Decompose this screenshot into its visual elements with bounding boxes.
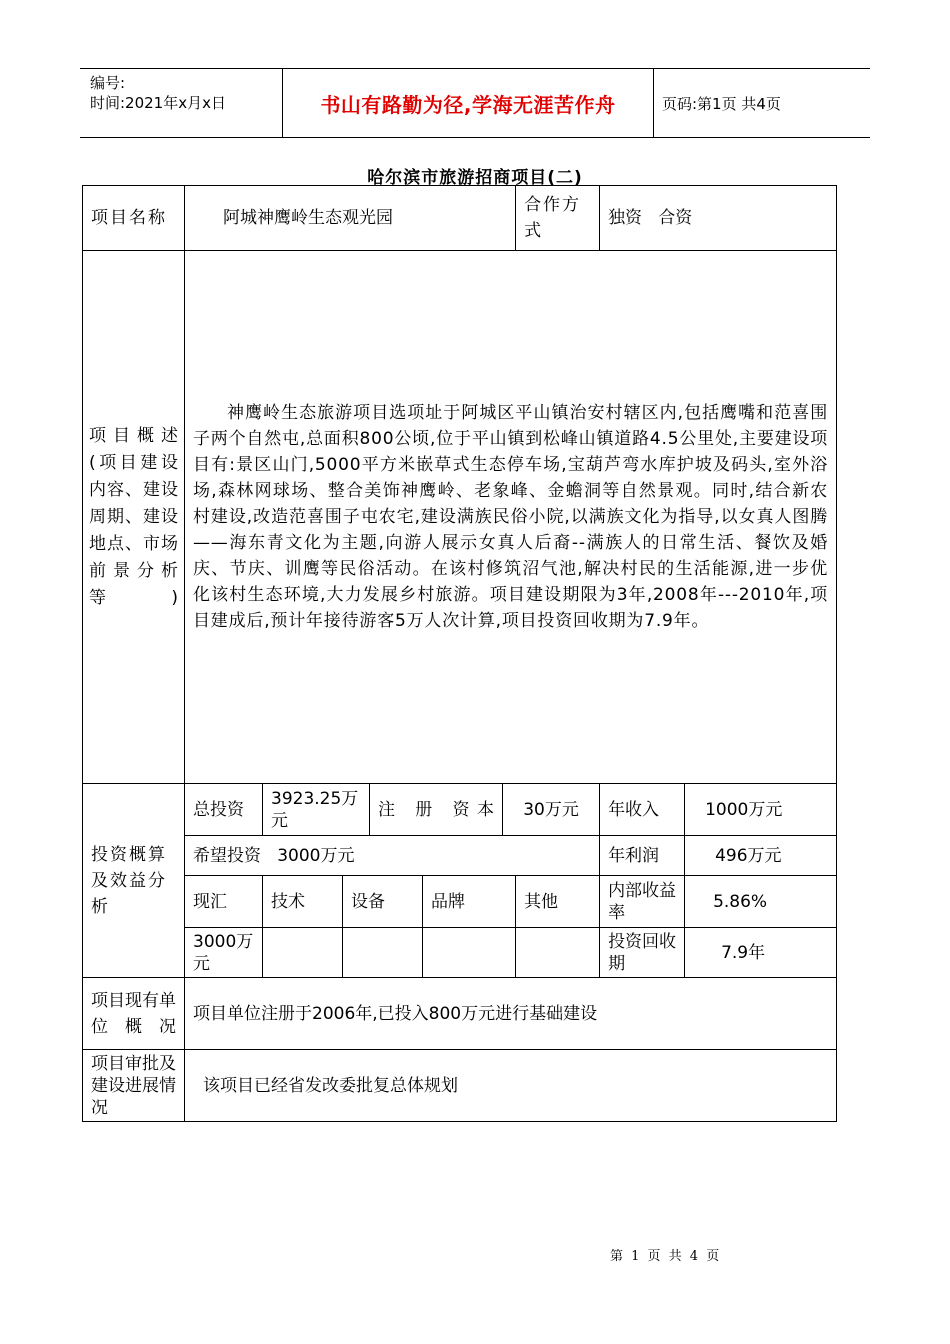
row-overview: [83, 251, 837, 784]
cash-value: 3000万元: [185, 928, 263, 978]
project-table: [82, 185, 837, 1122]
irr-label: 内部收益率: [600, 876, 685, 928]
reg-capital-label: 注 册 资本: [370, 784, 503, 836]
page-header: [80, 68, 870, 138]
reg-capital-value: 30万元: [503, 784, 600, 836]
row-unit: [83, 978, 837, 1050]
row-project-name: [83, 186, 837, 251]
page-footer: 第 1 页 共 4 页: [610, 1249, 722, 1264]
cash-label: 现汇: [185, 876, 263, 928]
header-meta: [90, 73, 226, 113]
doc-time-label: 时间:2021年x月x日: [90, 94, 226, 112]
row-invest-3: [83, 876, 837, 928]
annual-income-value: 1000万元: [685, 784, 837, 836]
coop-label: 合作方式: [516, 186, 600, 251]
document-title: 哈尔滨市旅游招商项目(二): [367, 168, 583, 188]
row-approval: [83, 1050, 837, 1122]
doc-number-label: 编号:: [90, 74, 126, 92]
unit-label: 项目现有单位概况: [83, 978, 185, 1050]
equipment-value-empty: [343, 928, 423, 978]
unit-value: 项目单位注册于2006年,已投入800万元进行基础建设: [185, 978, 837, 1050]
approval-label: 项目审批及建设进展情况: [83, 1050, 185, 1122]
brand-value-empty: [423, 928, 516, 978]
row-invest-2: [83, 836, 837, 876]
investment-label: 投资概算及效益分析: [83, 784, 185, 978]
equipment-label: 设备: [343, 876, 423, 928]
other-label: 其他: [516, 876, 600, 928]
motto-text: 书山有路勤为径,学海无涯苦作舟: [320, 92, 616, 117]
project-name-value: 阿城神鹰岭生态观光园: [185, 186, 516, 251]
approval-value: 该项目已经省发改委批复总体规划: [185, 1050, 837, 1122]
payback-value: 7.9年: [685, 928, 837, 978]
header-page-info: 页码:第1页 共4页: [662, 94, 781, 113]
tech-label: 技术: [263, 876, 343, 928]
hope-invest: 希望投资 3000万元: [185, 836, 600, 876]
annual-income-label: 年收入: [600, 784, 685, 836]
project-name-label: 项目名称: [83, 186, 185, 251]
brand-label: 品牌: [423, 876, 516, 928]
irr-value: 5.86%: [685, 876, 837, 928]
coop-value: 独资 合资: [600, 186, 837, 251]
overview-text: 神鹰岭生态旅游项目选项址于阿城区平山镇治安村辖区内,包括鹰嘴和范喜围子两个自然屯,总面积800公顷,位于平山镇到松峰山镇道路4.5公里处,主要建设项目有:景区山门,5000平方米嵌草式生态停车场,宝葫芦弯水库护坡及码头,室外浴场,森林网球场、整合美饰神鹰岭、老象峰、金蟾洞等自然景观。同时,结合新农村建设,改造范喜围子屯农宅,建设满族民俗小院,以满族文化为指导,以女真人图腾——海东青文化为主题,向游人展示女真人后裔--满族人的日常生活、餐饮及婚庆、节庆、训鹰等民俗活动。在该村修筑沼气池,解决村民的生活能源,进一步优化该村生态环境,大力发展乡村旅游。项目建设期限为3年,2008年---2010年,项目建成后,预计年接待游客5万人次计算,项目投资回收期为7.9年。: [185, 251, 837, 784]
annual-profit-value: 496万元: [685, 836, 837, 876]
row-invest-4: [83, 928, 837, 978]
tech-value-empty: [263, 928, 343, 978]
row-invest-1: [83, 784, 837, 836]
header-motto-cell: [282, 69, 654, 137]
annual-profit-label: 年利润: [600, 836, 685, 876]
total-invest-value: 3923.25万元: [263, 784, 370, 836]
overview-label: 项目概述(项目建设内容、建设周期、建设地点、市场前景分析等): [83, 251, 185, 784]
other-value-empty: [516, 928, 600, 978]
total-invest-label: 总投资: [185, 784, 263, 836]
payback-label: 投资回收期: [600, 928, 685, 978]
